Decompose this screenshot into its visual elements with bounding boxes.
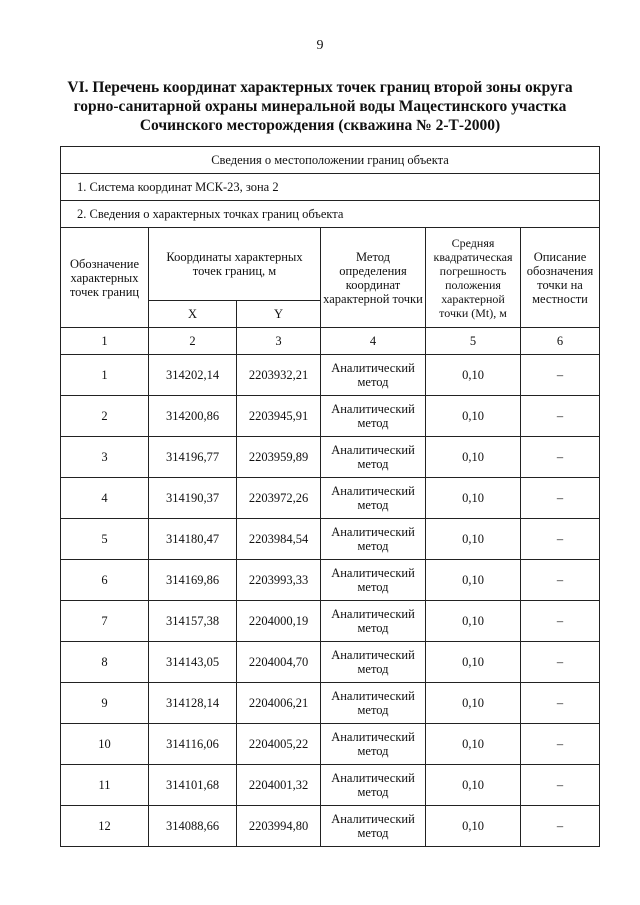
error-cell: 0,10 — [426, 601, 521, 642]
x-cell: 314143,05 — [149, 642, 237, 683]
error-cell: 0,10 — [426, 519, 521, 560]
point-cell: 11 — [61, 765, 149, 806]
header-x: X — [149, 301, 237, 328]
table-row — [61, 642, 600, 683]
method-cell: Аналитический метод — [321, 519, 426, 560]
table-row — [61, 724, 600, 765]
method-cell: Аналитический метод — [321, 396, 426, 437]
error-cell: 0,10 — [426, 806, 521, 847]
point-cell: 4 — [61, 478, 149, 519]
point-cell: 3 — [61, 437, 149, 478]
y-cell: 2203994,80 — [237, 806, 321, 847]
x-cell: 314116,06 — [149, 724, 237, 765]
description-cell: – — [521, 437, 600, 478]
point-cell: 5 — [61, 519, 149, 560]
y-cell: 2203993,33 — [237, 560, 321, 601]
method-cell: Аналитический метод — [321, 765, 426, 806]
description-cell: – — [521, 642, 600, 683]
y-cell: 2203932,21 — [237, 355, 321, 396]
error-cell: 0,10 — [426, 765, 521, 806]
table-title: Сведения о местоположении границ объекта — [61, 147, 600, 174]
error-cell: 0,10 — [426, 560, 521, 601]
error-cell: 0,10 — [426, 683, 521, 724]
header-point: Обозначение характерных точек границ — [61, 228, 149, 328]
table-row — [61, 806, 600, 847]
description-cell: – — [521, 560, 600, 601]
description-cell: – — [521, 355, 600, 396]
y-cell: 2204004,70 — [237, 642, 321, 683]
x-cell: 314196,77 — [149, 437, 237, 478]
point-cell: 2 — [61, 396, 149, 437]
description-cell: – — [521, 806, 600, 847]
header-method: Метод определения координат характерной точки — [321, 228, 426, 328]
heading-line-3: Сочинского месторождения (скважина № 2-Т-2000) — [139, 117, 501, 134]
y-cell: 2203959,89 — [237, 437, 321, 478]
table-row — [61, 355, 600, 396]
column-number: 4 — [321, 328, 426, 355]
header-error: Средняя квадратическая погрешность положения характерной точки (Mt), м — [426, 228, 521, 328]
point-cell: 8 — [61, 642, 149, 683]
point-cell: 10 — [61, 724, 149, 765]
error-cell: 0,10 — [426, 478, 521, 519]
x-cell: 314190,37 — [149, 478, 237, 519]
description-cell: – — [521, 601, 600, 642]
method-cell: Аналитический метод — [321, 724, 426, 765]
point-cell: 12 — [61, 806, 149, 847]
column-number: 2 — [149, 328, 237, 355]
y-cell: 2204000,19 — [237, 601, 321, 642]
table-row — [61, 437, 600, 478]
column-number: 6 — [521, 328, 600, 355]
description-cell: – — [521, 519, 600, 560]
table-row — [61, 683, 600, 724]
table-row — [61, 478, 600, 519]
table-row — [61, 396, 600, 437]
table-row — [61, 519, 600, 560]
x-cell: 314180,47 — [149, 519, 237, 560]
x-cell: 314088,66 — [149, 806, 237, 847]
method-cell: Аналитический метод — [321, 642, 426, 683]
y-cell: 2203984,54 — [237, 519, 321, 560]
description-cell: – — [521, 724, 600, 765]
x-cell: 314200,86 — [149, 396, 237, 437]
table-row — [61, 601, 600, 642]
y-cell: 2204001,32 — [237, 765, 321, 806]
table-row — [61, 560, 600, 601]
points-info-row: 2. Сведения о характерных точках границ объекта — [61, 201, 600, 228]
column-number: 1 — [61, 328, 149, 355]
point-cell: 7 — [61, 601, 149, 642]
x-cell: 314101,68 — [149, 765, 237, 806]
method-cell: Аналитический метод — [321, 601, 426, 642]
header-description: Описание обозначения точки на местности — [521, 228, 600, 328]
method-cell: Аналитический метод — [321, 437, 426, 478]
document-heading — [40, 78, 600, 135]
description-cell: – — [521, 478, 600, 519]
error-cell: 0,10 — [426, 724, 521, 765]
error-cell: 0,10 — [426, 355, 521, 396]
error-cell: 0,10 — [426, 437, 521, 478]
column-number: 3 — [237, 328, 321, 355]
header-coordinates: Координаты характерных точек границ, м — [149, 228, 321, 301]
point-cell: 6 — [61, 560, 149, 601]
x-cell: 314157,38 — [149, 601, 237, 642]
method-cell: Аналитический метод — [321, 560, 426, 601]
x-cell: 314202,14 — [149, 355, 237, 396]
point-cell: 9 — [61, 683, 149, 724]
method-cell: Аналитический метод — [321, 355, 426, 396]
coordinates-table — [60, 146, 600, 847]
header-y: Y — [237, 301, 321, 328]
column-number: 5 — [426, 328, 521, 355]
method-cell: Аналитический метод — [321, 806, 426, 847]
x-cell: 314169,86 — [149, 560, 237, 601]
y-cell: 2204006,21 — [237, 683, 321, 724]
description-cell: – — [521, 396, 600, 437]
heading-line-2: горно-санитарной охраны минеральной воды Мацестинского участка — [73, 98, 567, 115]
method-cell: Аналитический метод — [321, 478, 426, 519]
error-cell: 0,10 — [426, 642, 521, 683]
table-row — [61, 765, 600, 806]
x-cell: 314128,14 — [149, 683, 237, 724]
description-cell: – — [521, 683, 600, 724]
description-cell: – — [521, 765, 600, 806]
method-cell: Аналитический метод — [321, 683, 426, 724]
y-cell: 2203972,26 — [237, 478, 321, 519]
y-cell: 2203945,91 — [237, 396, 321, 437]
coordinate-system-row: 1. Система координат МСК-23, зона 2 — [61, 174, 600, 201]
heading-line-1: VI. Перечень координат характерных точек границ второй зоны округа — [67, 79, 573, 96]
error-cell: 0,10 — [426, 396, 521, 437]
y-cell: 2204005,22 — [237, 724, 321, 765]
point-cell: 1 — [61, 355, 149, 396]
page-number: 9 — [316, 38, 324, 53]
